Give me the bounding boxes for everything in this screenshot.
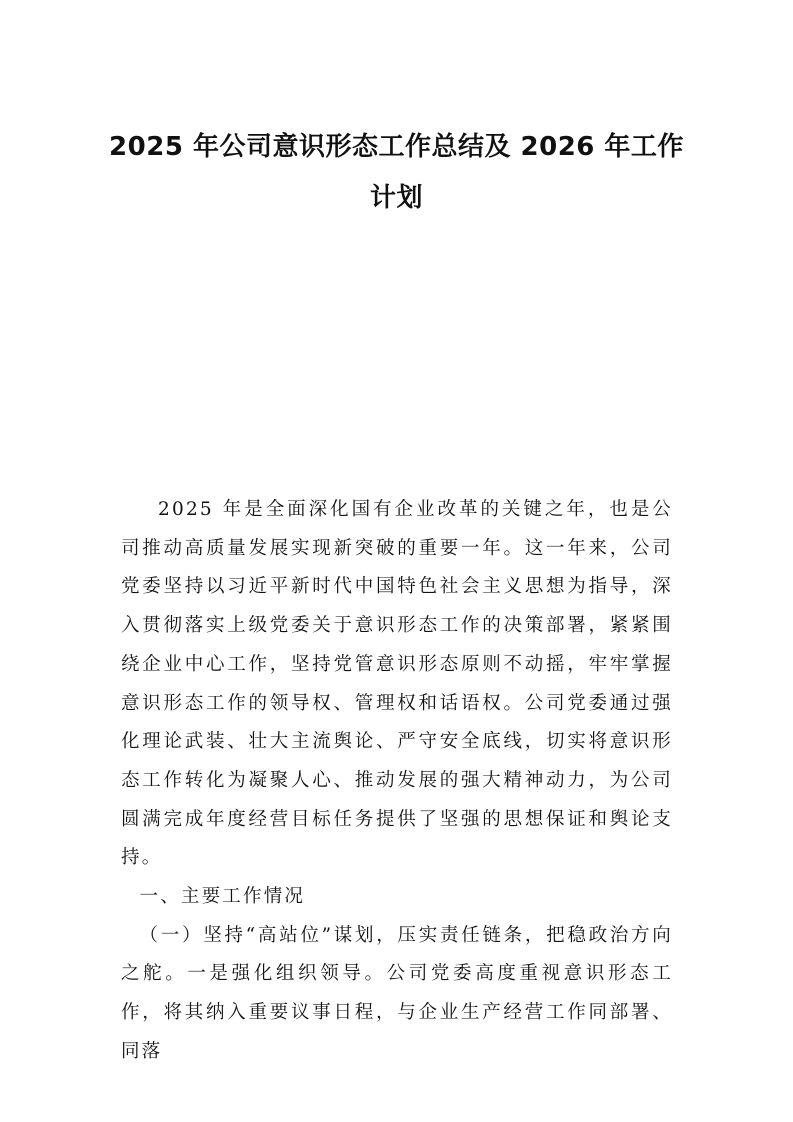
section-heading: 一、主要工作情况 — [139, 886, 306, 908]
document-body — [121, 491, 673, 1072]
intro-paragraph: 2025 年是全面深化国有企业改革的关键之年，也是公司推动高质量发展实现新突破的重要一年。这一年来，公司党委坚持以习近平新时代中国特色社会主义思想为指导，深入贯彻落实上级党委关于意识形态工作的决策部署，紧紧围绕企业中心工作，坚持党管意识形态原则不动摇，牢牢掌握意识形态工作的领导权、管理权和话语权。公司党委通过强化理论武装、壮大主流舆论、严守安全底线，切实将意识形态工作转化为凝聚人心、推动发展的强大精神动力，为公司圆满完成年度经营目标任务提供了坚强的思想保证和舆论支持。 — [121, 499, 673, 869]
document-title: 2025 年公司意识形态工作总结及 2026 年工作计划 — [109, 132, 684, 213]
subsection-paragraph: （一）坚持“高站位”谋划，压实责任链条，把稳政治方向之舵。一是强化组织领导。公司党委高度重视意识形态工作，将其纳入重要议事日程，与企业生产经营工作同部署、同落 — [121, 924, 673, 1062]
